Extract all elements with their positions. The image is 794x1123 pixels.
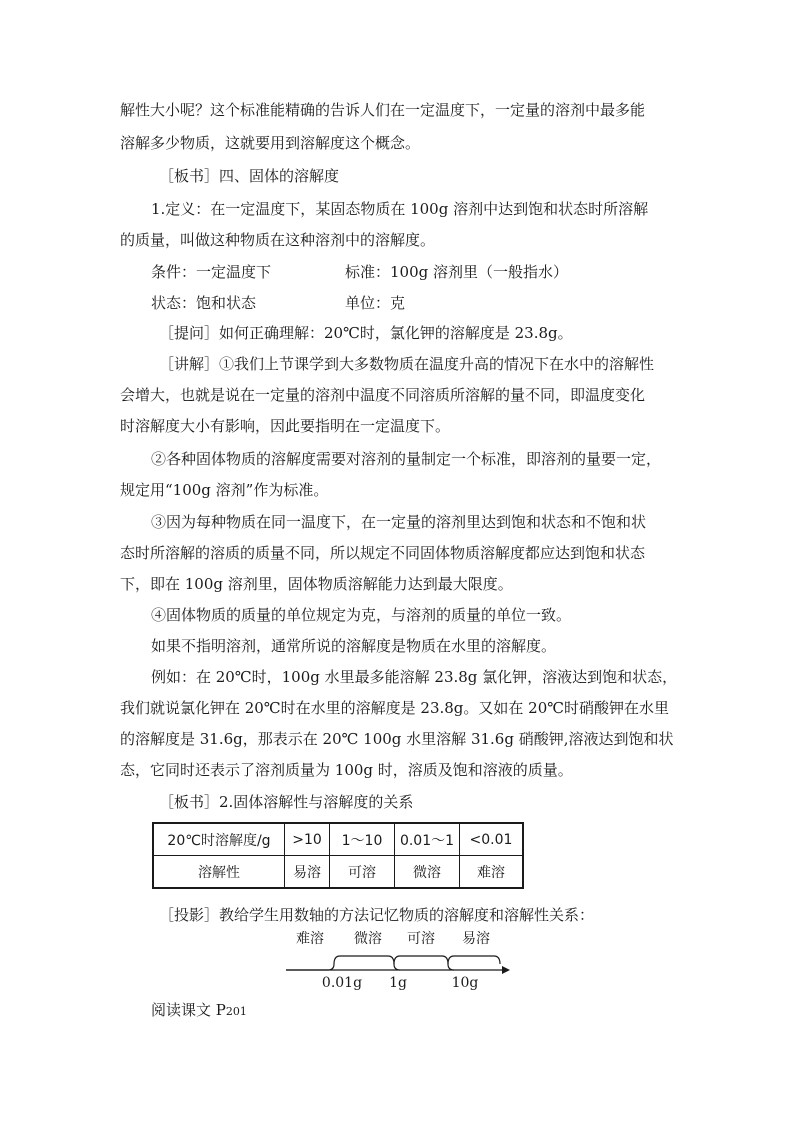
explain-line3: 时溶解度大小有影响，因此要指明在一定温度下。 [120,417,451,435]
example-line1: 例如：在 20℃时，100g 水里最多能溶解 23.8g 氯化钾，溶液达到饱和状态， [151,668,678,686]
table-header-label: 20℃时溶解度/g [153,823,285,856]
axis-segment [334,956,400,970]
reading-label: 阅读课文 P [151,1001,226,1019]
explain-line2: 会增大，也就是说在一定量的溶剂中温度不同溶质所溶解的量不同，即温度变化 [120,386,646,404]
table-cell: <0.01 [460,823,524,856]
item4: ④固体物质的质量的单位规定为克，与溶剂的质量的单位一致。 [151,606,572,624]
example-line2: 我们就说氯化钾在 20℃时在水里的溶解度是 23.8g。又如在 20℃时硝酸钾在水里 [120,699,670,717]
example-line3: 的溶解度是 31.6g，那表示在 20℃ 100g 水里溶解 31.6g 硝酸钾,溶液达到饱和状 [120,730,674,748]
axis-category-label: 难溶 [296,931,324,947]
definition-line1: 1.定义：在一定温度下，某固态物质在 100g 溶剂中达到饱和状态时所溶解 [151,200,649,218]
table-cell: 0.01～1 [395,823,460,856]
unit-label: 单位：克 [345,294,406,312]
projection: ［投影］教给学生用数轴的方法记忆物质的溶解度和溶解性关系： [159,906,595,924]
condition-label: 条件：一定温度下 [151,263,272,281]
axis-category-label: 微溶 [354,931,382,947]
table-row-label: 溶解性 [153,856,285,889]
item3-line1: ③因为每种物质在同一温度下，在一定量的溶剂里达到饱和状态和不饱和状 [151,513,647,531]
note: 如果不指明溶剂，通常所说的溶解度是物质在水里的溶解度。 [151,637,557,655]
table-row [153,823,523,856]
table-cell: 微溶 [395,856,460,889]
table-cell: 1～10 [330,823,395,856]
axis-segment [448,956,500,964]
axis-category-label: 可溶 [407,931,435,947]
explain-line1: ［讲解］①我们上节课学到大多数物质在温度升高的情况下在水中的溶解性 [159,355,655,373]
axis-segment [286,964,334,970]
axis-category-label: 易溶 [462,931,490,947]
table-row [153,856,523,889]
reading-assignment [151,1000,247,1022]
axis-tick-label: 10g [451,975,479,991]
table-cell: >10 [285,823,330,856]
table-cell: 易溶 [285,856,330,889]
axis-arrow-icon [502,966,510,974]
p1-line1: 解性大小呢？这个标准能精确的告诉人们在一定温度下，一定量的溶剂中最多能 [120,101,646,119]
solubility-number-line [280,925,520,995]
axis-segment [394,956,454,970]
board-heading-1: ［板书］四、固体的溶解度 [159,167,340,185]
item2-line1: ②各种固体物质的溶解度需要对溶剂的量制定一个标准，即溶剂的量要一定， [151,450,662,468]
standard-label: 标准：100g 溶剂里（一般指水） [345,263,569,281]
p1-line2: 溶解多少物质，这就要用到溶解度这个概念。 [120,134,421,152]
axis-tick-label: 1g [389,975,407,991]
example-line4: 态，它同时还表示了溶剂质量为 100g 时，溶质及饱和溶液的质量。 [120,761,573,779]
table-cell: 难溶 [460,856,524,889]
board-heading-2: ［板书］2.固体溶解性与溶解度的关系 [159,793,414,811]
axis-tick-label: 0.01g [321,975,363,991]
item3-line3: 下，即在 100g 溶剂里，固体物质溶解能力达到最大限度。 [120,575,513,593]
item3-line2: 态时所溶解的溶质的质量不同，所以规定不同固体物质溶解度都应达到饱和状态 [120,544,646,562]
question: ［提问］如何正确理解：20℃时，氯化钾的溶解度是 23.8g。 [159,324,573,342]
item2-line2: 规定用“100g 溶剂”作为标准。 [120,481,329,499]
solubility-table [152,822,524,889]
table-cell: 可溶 [330,856,395,889]
state-label: 状态：饱和状态 [151,294,257,312]
reading-page-number: 201 [225,1005,247,1018]
definition-line2: 的质量，叫做这种物质在这种溶剂中的溶解度。 [120,231,436,249]
